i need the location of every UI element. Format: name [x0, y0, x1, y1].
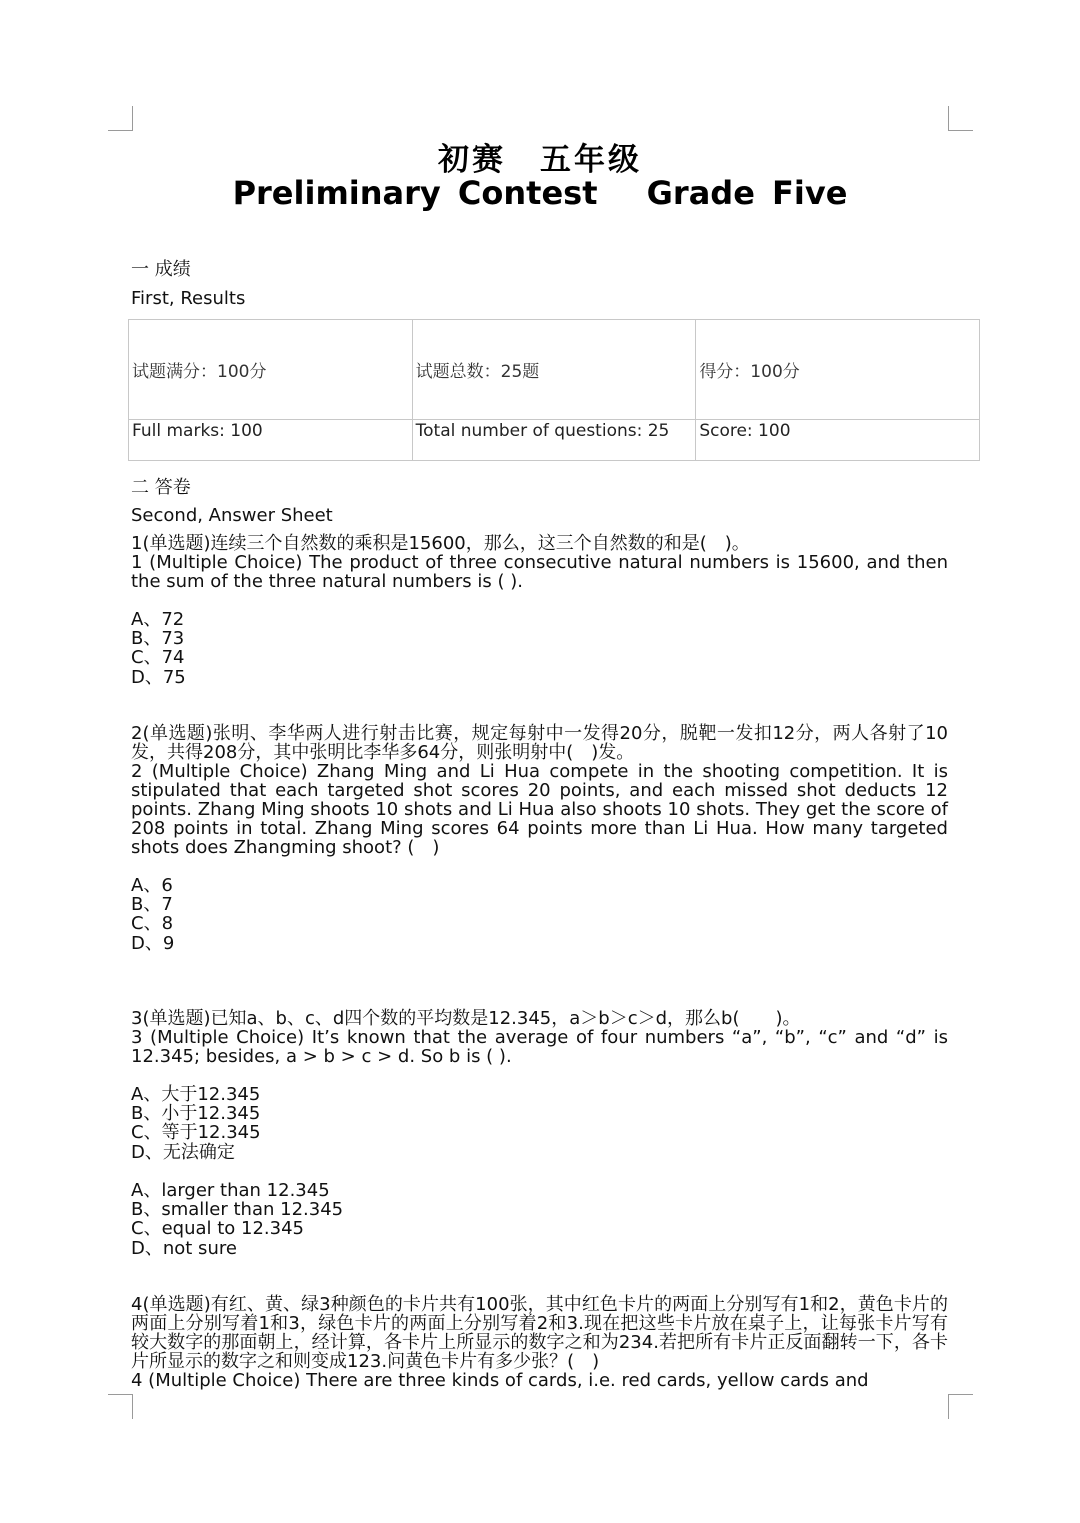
option-d: D、not sure — [131, 1237, 237, 1259]
option-a: A、72 — [131, 609, 185, 630]
section1-heading-cn: 一 成绩 — [131, 259, 191, 280]
question-2-en: 2 (Multiple Choice) Zhang Ming and Li Hua compete in the shooting competition. It is stipulated that each targeted shot scores 20 points, and each missed shot deducts 12 points. Zhang Ming shoots 10 shots and Li Hua also shoots 10 shots. They get the score of 208 points in total. Zhang Ming scores 64 points more than Li Hua. How many targeted shots does Zhangming shoot? ( ) — [131, 761, 948, 858]
question-1-cn: 1(单选题)连续三个自然数的乘积是15600，那么，这三个自然数的和是( )。 — [131, 533, 750, 554]
question-4-cn: 4(单选题)有红、黄、绿3种颜色的卡片共有100张，其中红色卡片的两面上分别写有1和2，黄色卡片的两面上分别写着1和3，绿色卡片的两面上分别写着2和3.现在把这些卡片放在桌子上，让每张卡片写有较大数字的那面朝上，经计算，各卡片上所显示的数字之和为234.若把所有卡片正反面翻转一下，各卡片所显示的数字之和则变成123.问黄色卡片有多少张？( ) — [131, 1294, 948, 1372]
question-2-cn: 2(单选题)张明、李华两人进行射击比赛，规定每射中一发得20分，脱靶一发扣12分，两人各射了10发，共得208分，其中张明比李华多64分，则张明射中( )发。 — [131, 723, 948, 763]
crop-mark-top-right — [948, 106, 973, 131]
option-d: D、9 — [131, 932, 175, 954]
section1-heading-en: First, Results — [131, 288, 246, 309]
score-table — [128, 319, 980, 461]
option-d: D、75 — [131, 666, 186, 688]
question-3-options-cn — [131, 1085, 948, 1162]
option-a: A、6 — [131, 875, 173, 896]
option-c: C、74 — [131, 647, 185, 669]
option-b: B、73 — [131, 628, 185, 650]
page-title-cn: 初赛 五年级 — [438, 142, 642, 178]
score-cn: 得分：100分 — [696, 320, 980, 420]
option-a: A、大于12.345 — [131, 1084, 261, 1105]
option-b: B、小于12.345 — [131, 1103, 261, 1125]
full-marks-cn: 试题满分：100分 — [129, 320, 413, 420]
score-table-row-cn — [129, 320, 980, 420]
score-en: Score: 100 — [696, 420, 980, 461]
full-marks-en: Full marks: 100 — [129, 420, 413, 461]
question-3-cn: 3(单选题)已知a、b、c、d四个数的平均数是12.345，a＞b＞c＞d，那么b( )。 — [131, 1008, 801, 1029]
option-c: C、equal to 12.345 — [131, 1218, 305, 1240]
crop-mark-bottom-right — [948, 1394, 973, 1419]
option-c: C、8 — [131, 913, 174, 935]
option-b: B、smaller than 12.345 — [131, 1199, 344, 1221]
total-questions-en: Total number of questions: 25 — [412, 420, 696, 461]
question-1-options — [131, 610, 948, 687]
option-b: B、7 — [131, 894, 173, 916]
option-a: A、larger than 12.345 — [131, 1180, 330, 1201]
question-4-en: 4 (Multiple Choice) There are three kinds of cards, i.e. red cards, yellow cards and — [131, 1370, 869, 1391]
question-3-en: 3 (Multiple Choice) It’s known that the average of four numbers “a”, “b”, “c” and “d” is 12.345; besides, a > b > c > d. So b is ( ). — [131, 1027, 948, 1067]
question-3-options-en — [131, 1181, 948, 1258]
score-table-row-en — [129, 420, 980, 461]
option-c: C、等于12.345 — [131, 1122, 261, 1144]
question-1-en: 1 (Multiple Choice) The product of three consecutive natural numbers is 15600, and then the sum of the three natural numbers is ( ). — [131, 552, 948, 592]
page-title-en: Preliminary Contest Grade Five — [232, 174, 848, 212]
question-2-options — [131, 876, 948, 953]
total-questions-cn: 试题总数：25题 — [412, 320, 696, 420]
section2-heading-cn: 二 答卷 — [131, 477, 191, 498]
crop-mark-bottom-left — [108, 1394, 133, 1419]
section2-heading-en: Second, Answer Sheet — [131, 505, 333, 526]
crop-mark-top-left — [108, 106, 133, 131]
option-d: D、无法确定 — [131, 1141, 235, 1163]
